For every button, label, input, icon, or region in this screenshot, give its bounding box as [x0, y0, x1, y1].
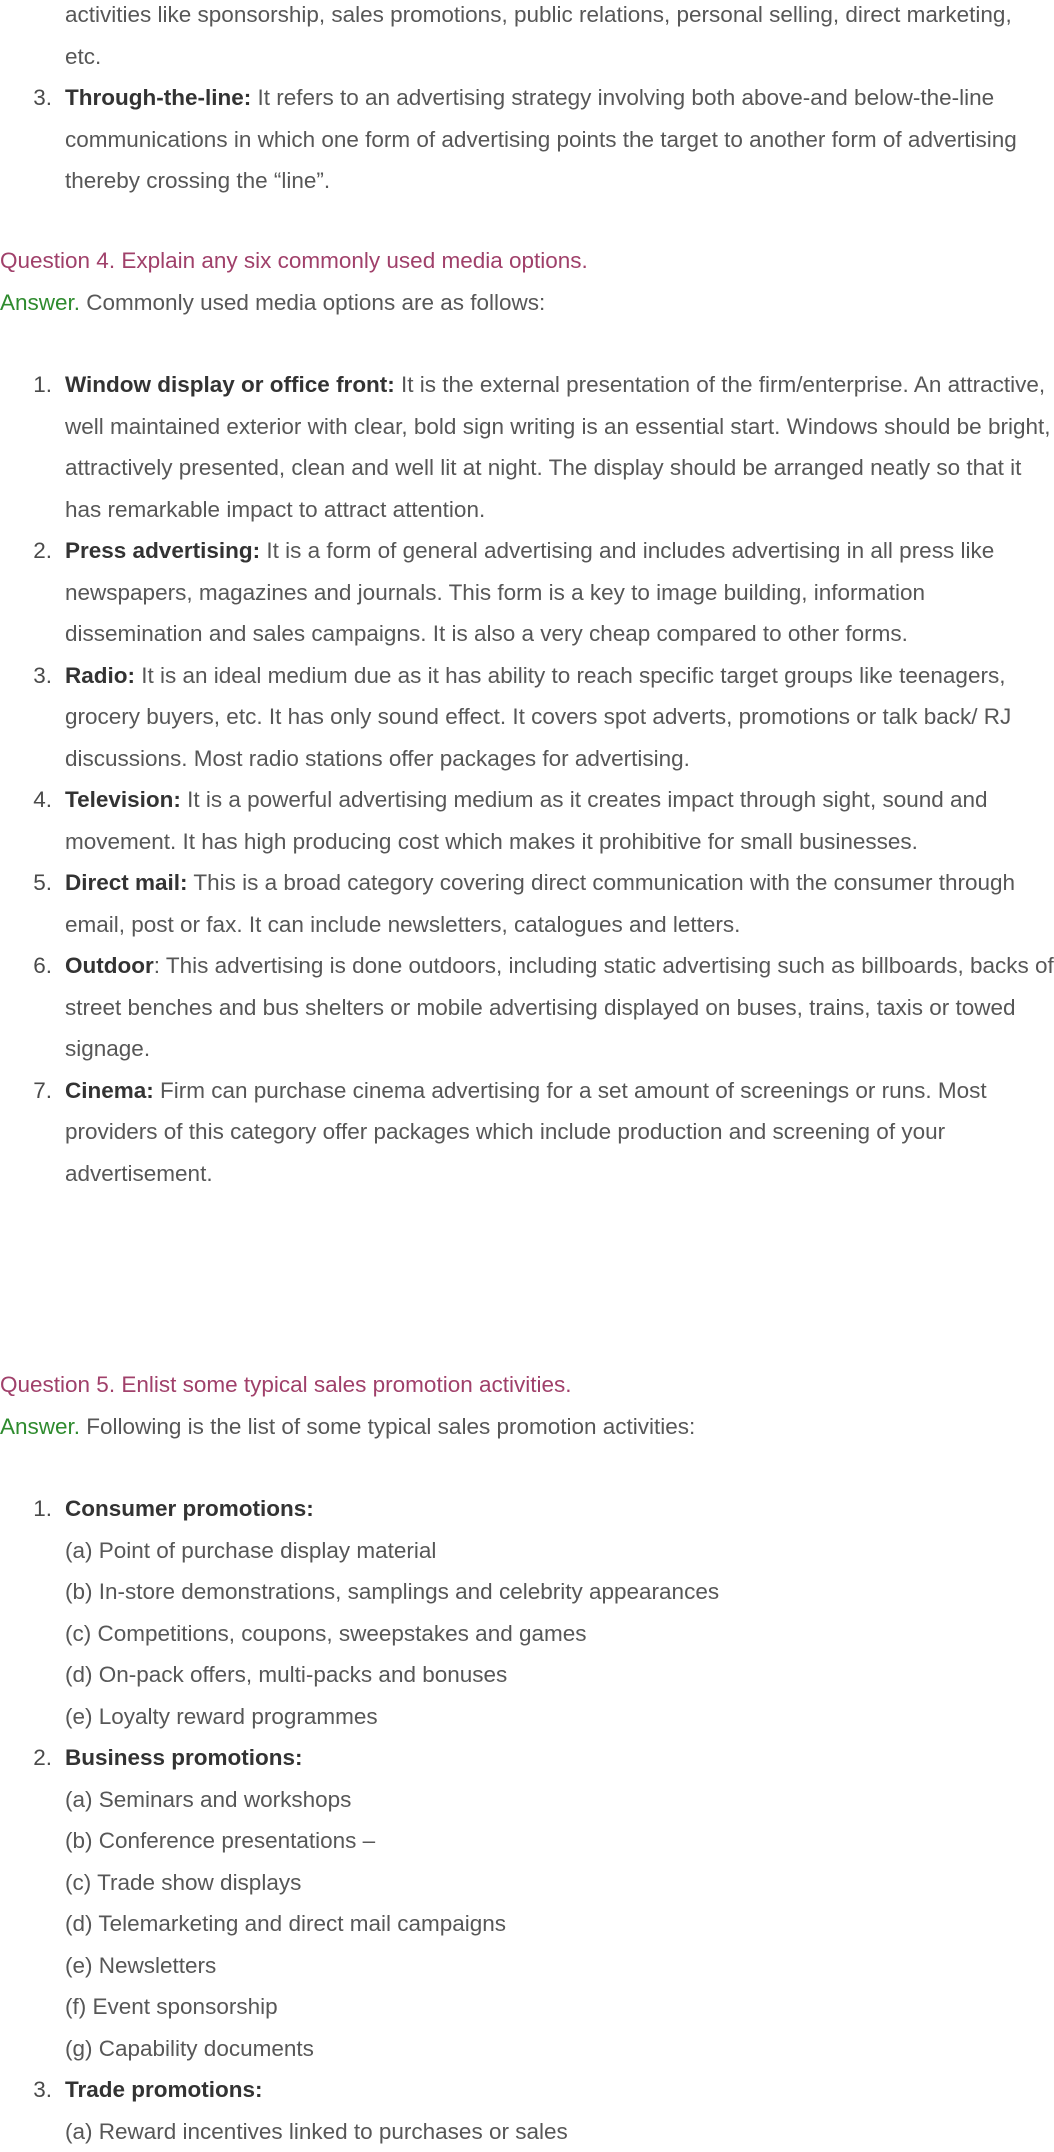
- list-number: 3.: [0, 2069, 52, 2111]
- intro-section: [0, 0, 1054, 202]
- sub-item: (b) Conference presentations –: [65, 1820, 1054, 1862]
- question-heading: Question 4. Explain any six commonly used media options.: [0, 240, 1054, 282]
- list-item-title: Radio:: [65, 663, 135, 688]
- list-number: 6.: [0, 945, 52, 987]
- answer-text: Following is the list of some typical sales promotion activities:: [80, 1414, 695, 1439]
- list-number: 7.: [0, 1070, 52, 1112]
- sub-item: (c) Trade show displays: [65, 1862, 1054, 1904]
- list-number: 4.: [0, 779, 52, 821]
- media-option-item: [0, 945, 1054, 1070]
- list-item-text: : This advertising is done outdoors, including static advertising such as billboards, backs of street benches and bus shelters or mobile advertising displayed on buses, trains, taxis or towed signage.: [65, 953, 1054, 1061]
- sub-item: (a) Seminars and workshops: [65, 1779, 1054, 1821]
- group-title: Trade promotions:: [65, 2077, 263, 2102]
- answer-label: Answer.: [0, 290, 80, 315]
- sub-item: (b) In-store demonstrations, samplings and celebrity appearances: [65, 1571, 1054, 1613]
- sub-item: (e) Newsletters: [65, 1945, 1054, 1987]
- promotion-group: [0, 1737, 1054, 2069]
- promotion-group: [0, 2069, 1054, 2152]
- list-number: 2.: [0, 530, 52, 572]
- sub-item: (d) Telemarketing and direct mail campaigns: [65, 1903, 1054, 1945]
- media-option-item: [0, 530, 1054, 655]
- media-option-item: [0, 862, 1054, 945]
- list-item-text: activities like sponsorship, sales promotions, public relations, personal selling, direct marketing, etc.: [65, 2, 1012, 69]
- question-4-section: [0, 240, 1054, 323]
- list-item-text: It is an ideal medium due as it has ability to reach specific target groups like teenagers, grocery buyers, etc. It has only sound effect. It covers spot adverts, promotions or talk back/ RJ discussions. Most radio stations offer packages for advertising.: [65, 663, 1011, 771]
- list-item-title: Press advertising:: [65, 538, 260, 563]
- answer-label: Answer.: [0, 1414, 80, 1439]
- group-title: Consumer promotions:: [65, 1496, 314, 1521]
- answer-line: [0, 1406, 1054, 1448]
- question-5-section: [0, 1364, 1054, 1447]
- list-item-title: Window display or office front:: [65, 372, 395, 397]
- list-item-title: Outdoor: [65, 953, 154, 978]
- list-item-text: It refers to an advertising strategy involving both above-and below-the-line communications in which one form of advertising points the target to another form of advertising thereby crossing the “line”.: [65, 85, 1017, 193]
- list-item-text: It is a powerful advertising medium as it creates impact through sight, sound and movement. It has high producing cost which makes it prohibitive for small businesses.: [65, 787, 988, 854]
- list-item-title: Direct mail:: [65, 870, 188, 895]
- sales-promotion-list: [0, 1488, 1054, 2152]
- media-options-list: [0, 364, 1054, 1194]
- group-title: Business promotions:: [65, 1745, 303, 1770]
- sub-item: (e) Loyalty reward programmes: [65, 1696, 1054, 1738]
- list-number: 5.: [0, 862, 52, 904]
- list-item: [0, 77, 1054, 202]
- list-number: 2.: [0, 1737, 52, 1779]
- list-item-text: This is a broad category covering direct communication with the consumer through email, post or fax. It can include newsletters, catalogues and letters.: [65, 870, 1015, 937]
- list-number: 1.: [0, 1488, 52, 1530]
- sub-item: (g) Capability documents: [65, 2028, 1054, 2070]
- answer-text: Commonly used media options are as follows:: [80, 290, 545, 315]
- media-option-item: [0, 655, 1054, 780]
- media-option-item: [0, 1070, 1054, 1195]
- sub-item: (a) Reward incentives linked to purchases or sales: [65, 2111, 1054, 2152]
- list-item-text: It is the external presentation of the firm/enterprise. An attractive, well maintained exterior with clear, bold sign writing is an essential start. Windows should be bright, attractively presented, clean and well lit at night. The display should be arranged neatly so that it has remarkable impact to attract attention.: [65, 372, 1050, 522]
- media-option-item: [0, 779, 1054, 862]
- list-number: 3.: [0, 655, 52, 697]
- list-item-text: Firm can purchase cinema advertising for a set amount of screenings or runs. Most providers of this category offer packages which include production and screening of your advertisement.: [65, 1078, 987, 1186]
- list-number: 1.: [0, 364, 52, 406]
- promotion-group: [0, 1488, 1054, 1737]
- list-item-title: Cinema:: [65, 1078, 154, 1103]
- sub-item: (f) Event sponsorship: [65, 1986, 1054, 2028]
- answer-line: [0, 282, 1054, 324]
- media-option-item: [0, 364, 1054, 530]
- sub-item: (a) Point of purchase display material: [65, 1530, 1054, 1572]
- list-item-title: Through-the-line:: [65, 85, 251, 110]
- sub-item: (c) Competitions, coupons, sweepstakes and games: [65, 1613, 1054, 1655]
- list-number: 3.: [0, 77, 52, 119]
- list-item: [0, 0, 1054, 77]
- question-heading: Question 5. Enlist some typical sales promotion activities.: [0, 1364, 1054, 1406]
- list-item-title: Television:: [65, 787, 181, 812]
- list-item-text: It is a form of general advertising and includes advertising in all press like newspapers, magazines and journals. This form is a key to image building, information dissemination and sales campaigns. It is also a very cheap compared to other forms.: [65, 538, 994, 646]
- sub-item: (d) On-pack offers, multi-packs and bonuses: [65, 1654, 1054, 1696]
